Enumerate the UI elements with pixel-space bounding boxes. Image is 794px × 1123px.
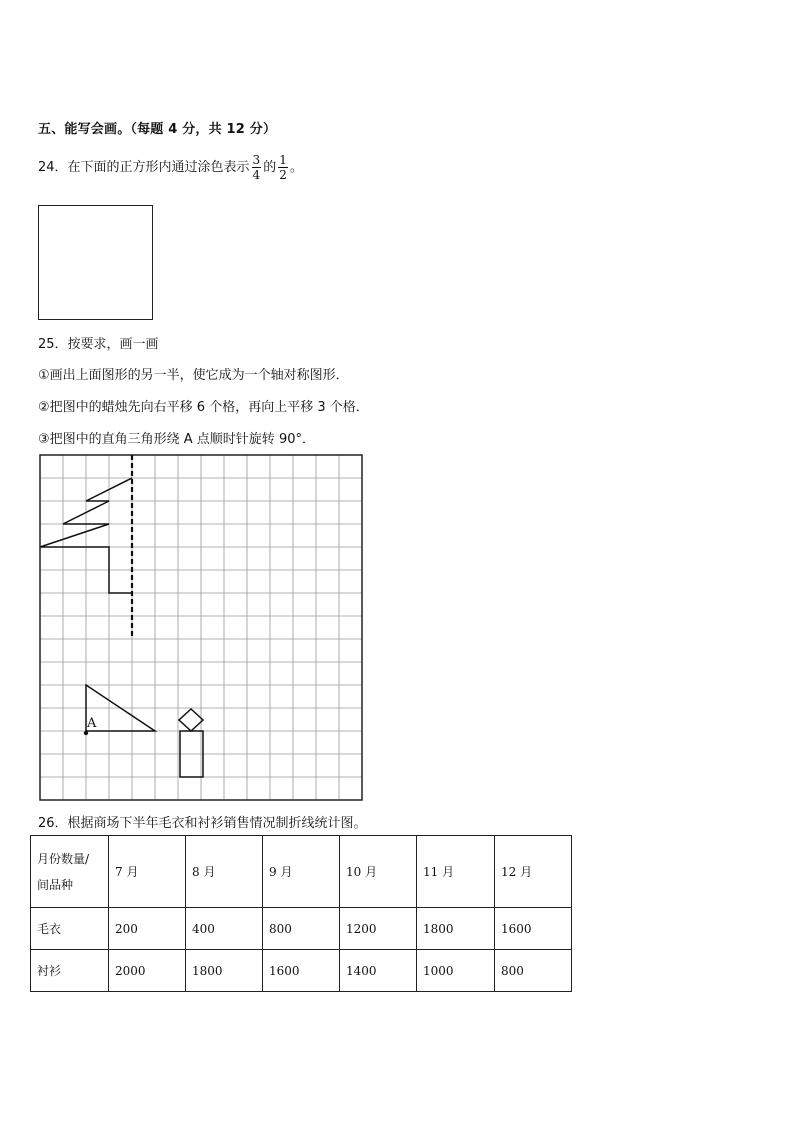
table-cell: 800 — [495, 950, 572, 992]
fraction-numerator: 3 — [252, 153, 261, 167]
table-cell: 1400 — [340, 950, 417, 992]
table-cell: 1600 — [263, 950, 340, 992]
month-header: 9 月 — [263, 836, 340, 908]
table-cell: 800 — [263, 908, 340, 950]
table-cell: 1600 — [495, 908, 572, 950]
table-cell: 200 — [109, 908, 186, 950]
candle-flame — [179, 709, 203, 731]
q24-text-middle: 的 — [263, 160, 277, 175]
point-a-label: A — [87, 716, 97, 731]
fraction-denominator: 4 — [252, 168, 261, 182]
q25-item-3: ③把图中的直角三角形绕 A 点顺时针旋转 90°． — [38, 432, 315, 447]
corner-header-cell — [31, 836, 109, 908]
month-header: 8 月 — [186, 836, 263, 908]
point-a-dot — [84, 731, 88, 735]
q25-item-2: ②把图中的蜡烛先向右平移 6 个格，再向上平移 3 个格． — [38, 400, 369, 415]
q25-item-1: ①画出上面图形的另一半，使它成为一个轴对称图形． — [38, 368, 349, 383]
row-label-sweater: 毛衣 — [31, 908, 109, 950]
q25-title: 25．按要求，画一画 — [38, 337, 159, 352]
q24-text-after: 。 — [289, 160, 303, 175]
section-title: 五、能写会画。（每题 4 分，共 12 分） — [38, 122, 277, 137]
table-cell: 1800 — [186, 950, 263, 992]
fraction-numerator: 1 — [279, 153, 287, 167]
month-header: 10 月 — [340, 836, 417, 908]
table-cell: 1800 — [417, 908, 495, 950]
corner-header-line-2: 间品种 — [37, 877, 74, 892]
table-cell: 400 — [186, 908, 263, 950]
grid-lines — [40, 455, 362, 800]
fraction-denominator: 2 — [279, 168, 287, 182]
table-row — [31, 950, 572, 992]
month-header: 11 月 — [417, 836, 495, 908]
table-header-row — [31, 836, 572, 908]
q26-title: 26．根据商场下半年毛衣和衬衫销售情况制折线统计图。 — [38, 816, 367, 831]
month-header: 7 月 — [109, 836, 186, 908]
q24-text-before: 24．在下面的正方形内通过涂色表示 — [38, 160, 250, 175]
sales-table — [30, 835, 572, 992]
table-cell: 1000 — [417, 950, 495, 992]
corner-header-line-1: 月份数量/ — [37, 851, 90, 866]
table-row — [31, 908, 572, 950]
month-header: 12 月 — [495, 836, 572, 908]
row-label-shirt: 衬衫 — [31, 950, 109, 992]
table-cell: 1200 — [340, 908, 417, 950]
table-cell: 2000 — [109, 950, 186, 992]
